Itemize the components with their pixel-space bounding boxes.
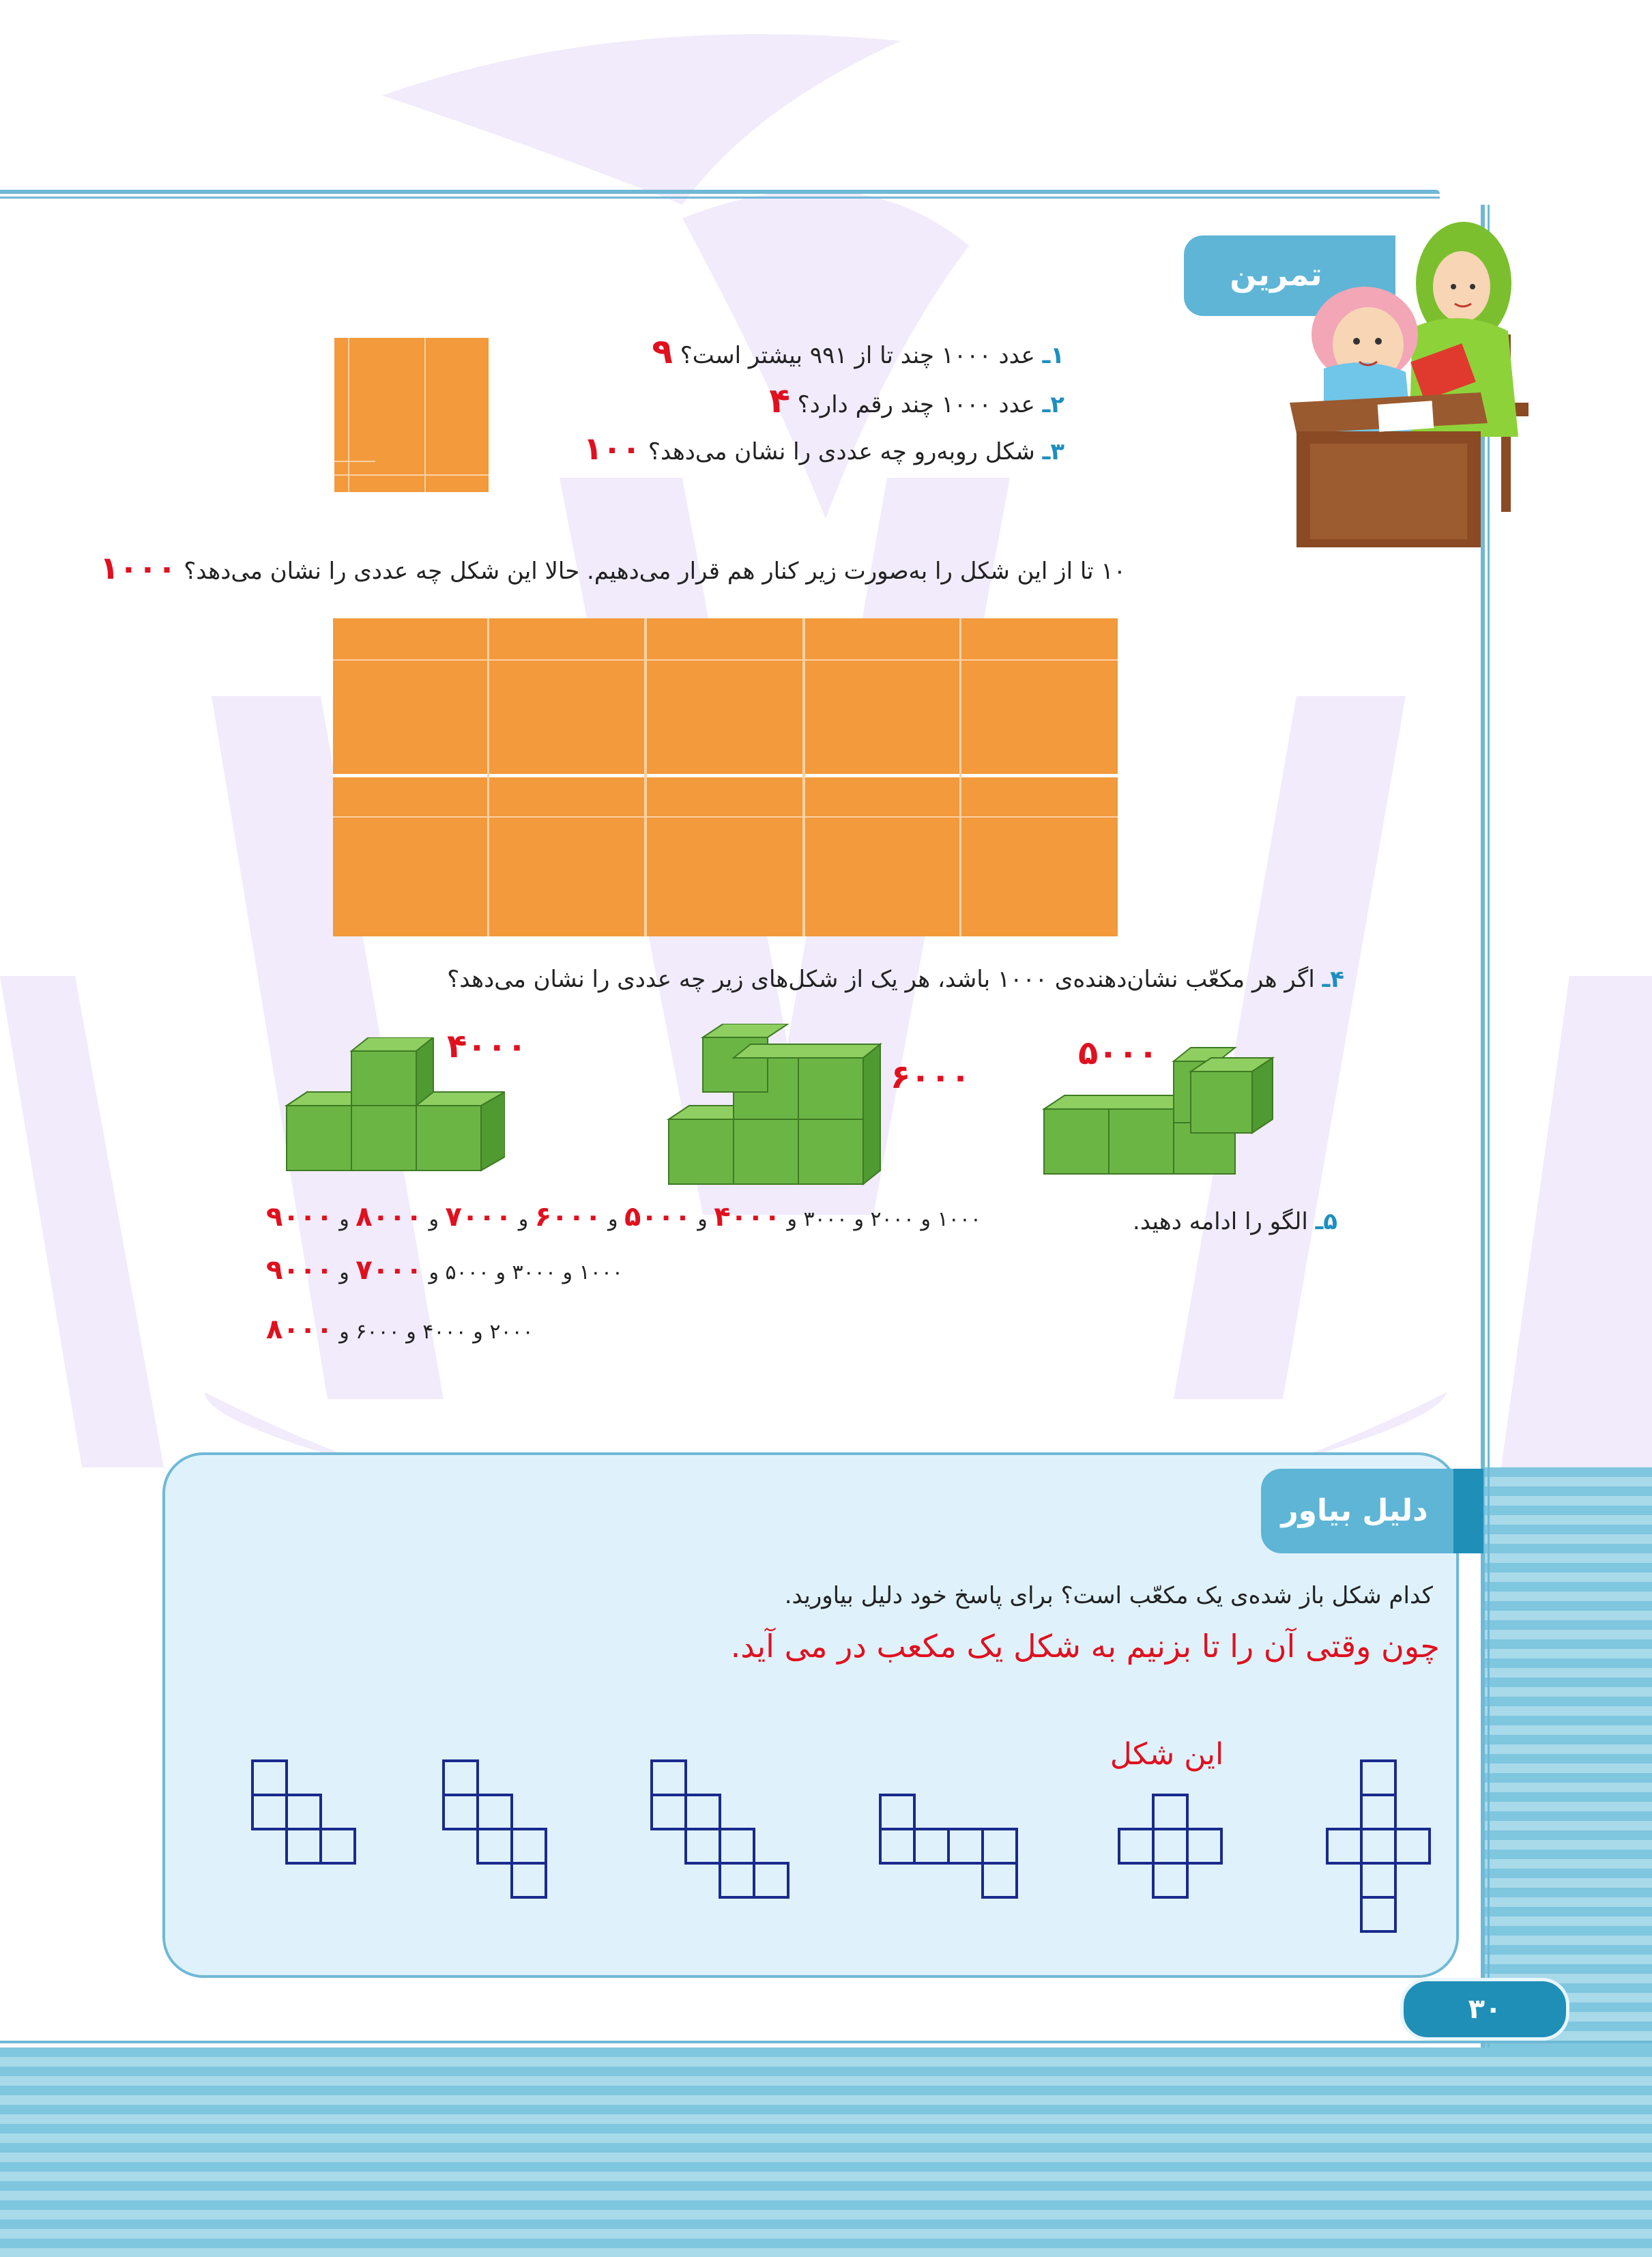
row3-given-3: ۶۰۰۰ <box>356 1320 400 1344</box>
cube-nets <box>239 1754 1453 1945</box>
question-2-answer: ۴ <box>769 381 790 420</box>
question-2-number: ۲ـ <box>1042 391 1064 418</box>
and-word: و <box>339 1207 349 1231</box>
row2-answer-2: ۹۰۰۰ <box>266 1254 333 1286</box>
question-3-number: ۳ـ <box>1042 438 1064 465</box>
bottom-stripes <box>0 2047 1652 2257</box>
and-word: و <box>429 1261 439 1284</box>
row1-answer-1: ۴۰۰۰ <box>714 1201 781 1233</box>
and-word: و <box>854 1207 864 1231</box>
frame-top-line <box>0 190 1440 194</box>
row2-given-1: ۱۰۰۰ <box>579 1261 624 1284</box>
question-3-text: شکل روبه‌رو چه عددی را نشان می‌دهد؟ <box>648 438 1035 465</box>
row3-given-2: ۴۰۰۰ <box>422 1320 467 1344</box>
reason-title: دلیل بیاور <box>1281 1493 1428 1528</box>
thousand-grid <box>333 618 1118 936</box>
exercise-title: تمرین <box>1230 256 1322 293</box>
row3-given-1: ۲۰۰۰ <box>489 1320 534 1344</box>
row1-given-2: ۲۰۰۰ <box>870 1207 914 1231</box>
row2-given-3: ۵۰۰۰ <box>445 1261 489 1284</box>
row1-answer-6: ۹۰۰۰ <box>266 1201 333 1233</box>
and-word: و <box>473 1320 483 1344</box>
question-4-text: اگر هر مکعّب نشان‌دهنده‌ی ۱۰۰۰ باشد، هر یک از شکل‌های زیر چه عددی را نشان می‌دهد؟ <box>447 966 1315 993</box>
row1-answer-4: ۷۰۰۰ <box>445 1201 512 1233</box>
question-1 <box>587 332 1064 371</box>
question-3 <box>583 430 1064 467</box>
and-word: و <box>429 1207 439 1231</box>
row1-answer-2: ۵۰۰۰ <box>624 1201 691 1233</box>
row1-answer-3: ۶۰۰۰ <box>534 1201 602 1233</box>
question-3-answer: ۱۰۰ <box>583 430 641 467</box>
frame-bottom-line <box>0 2041 1652 2043</box>
question-5-number: ۵ـ <box>1315 1208 1337 1235</box>
row2-given-2: ۳۰۰۰ <box>512 1261 556 1284</box>
and-word: و <box>607 1207 618 1231</box>
and-word: و <box>518 1207 529 1231</box>
and-word: و <box>339 1320 349 1344</box>
row1-given-3: ۳۰۰۰ <box>803 1207 847 1231</box>
row1-answer-5: ۸۰۰۰ <box>356 1201 422 1233</box>
question-ten-text: ۱۰ تا از این شکل را به‌صورت زیر کنار هم قرار می‌دهیم. حالا این شکل چه عددی را نشان می‌دهد؟ <box>184 558 1126 585</box>
frame-top-line-2 <box>0 197 1440 199</box>
cube-figure-1-answer: ۴۰۰۰ <box>447 1027 527 1065</box>
row3-answer-1: ۸۰۰۰ <box>266 1314 333 1345</box>
reason-title-tab-edge <box>1453 1469 1483 1553</box>
page-number: ۳۰ <box>1468 1994 1502 2025</box>
hundred-square <box>334 338 489 492</box>
and-word: و <box>787 1207 797 1231</box>
row1-given-1: ۱۰۰۰ <box>937 1207 982 1231</box>
question-1-number: ۱ـ <box>1042 342 1064 369</box>
and-word: و <box>921 1207 931 1231</box>
row2-answer-1: ۷۰۰۰ <box>356 1254 422 1286</box>
question-2-text: عدد ۱۰۰۰ چند رقم دارد؟ <box>797 391 1035 418</box>
question-5-text: الگو را ادامه دهید. <box>1132 1208 1308 1235</box>
and-word: و <box>495 1261 506 1284</box>
question-5 <box>1092 1208 1337 1242</box>
question-1-answer: ۹ <box>652 332 673 371</box>
reason-question: کدام شکل باز شده‌ی یک مکعّب است؟ برای پاسخ خود دلیل بیاورید. <box>784 1582 1433 1609</box>
question-1-text: عدد ۱۰۰۰ چند تا از ۹۹۱ بیشتر است؟ <box>680 342 1035 369</box>
question-ten <box>100 549 1126 590</box>
question-4-number: ۴ـ <box>1322 966 1344 993</box>
and-word: و <box>339 1261 349 1284</box>
and-word: و <box>562 1261 573 1284</box>
question-2 <box>587 381 1064 420</box>
and-word: و <box>697 1207 708 1231</box>
cube-figure-3 <box>1037 1041 1283 1191</box>
pattern-row-1 <box>266 1201 1003 1242</box>
cube-figure-3-answer: ۵۰۰۰ <box>1078 1034 1159 1072</box>
question-4 <box>409 966 1344 1003</box>
cube-figure-2-answer: ۶۰۰۰ <box>890 1058 971 1096</box>
pattern-row-2 <box>266 1254 689 1295</box>
and-word: و <box>406 1320 416 1344</box>
cube-figure-2 <box>662 1024 887 1188</box>
pattern-row-3 <box>266 1314 621 1355</box>
reason-answer: چون وقتی آن را تا بزنیم به شکل یک مکعب در می آید. <box>730 1628 1440 1665</box>
right-stripes <box>1484 1467 1652 2047</box>
children-illustration <box>1283 218 1569 560</box>
question-ten-answer: ۱۰۰۰ <box>100 549 177 586</box>
reason-marker: این شکل <box>1110 1737 1224 1772</box>
